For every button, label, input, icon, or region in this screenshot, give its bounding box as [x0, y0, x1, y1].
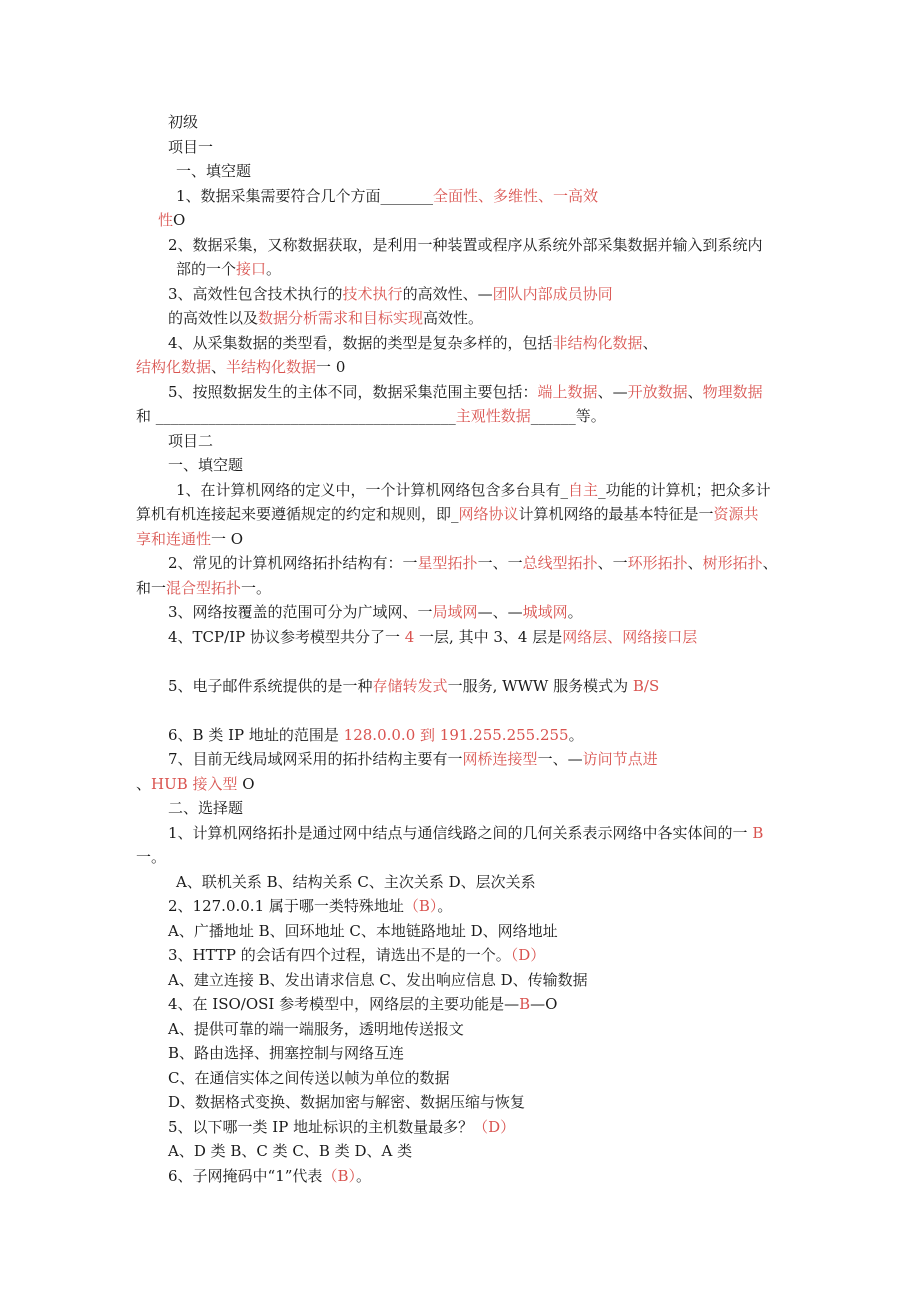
text-line [168, 1068, 449, 1088]
text-line [168, 137, 213, 157]
answer-text: 数据分析需求和目标实现 [258, 309, 424, 327]
answer-text: 结构化数据 [136, 358, 212, 376]
question-text: 。 [266, 260, 282, 278]
text-line [168, 1043, 404, 1063]
answer-text: 4 [404, 628, 415, 646]
question-text: O [173, 211, 186, 229]
question-text: 3、高效性包含技术执行的 [168, 285, 343, 303]
text-line [168, 749, 658, 769]
answer-text: 混合型拓扑 [166, 579, 242, 597]
question-text: 。 [355, 1167, 371, 1185]
question-text: 的高效性以及 [168, 309, 259, 327]
question-text: 算机有机连接起来要遵循规定的约定和规则，即_ [136, 505, 459, 523]
question-text: 2、127.0.0.1 属于哪一类特殊地址 [168, 897, 404, 915]
answer-text: 团队内部成员协同 [492, 285, 613, 303]
answer-text: 开放数据 [627, 383, 688, 401]
answer-text: 享和连通性 [136, 530, 212, 548]
question-text: 。 [568, 726, 584, 744]
question-text: —、— [477, 603, 523, 621]
question-text: A、提供可靠的端一端服务，透明地传送报文 [168, 1020, 464, 1038]
text-line [136, 578, 271, 598]
text-line [168, 1092, 525, 1112]
question-text: 2、常见的计算机网络拓扑结构有：一 [168, 554, 418, 572]
question-text: 二、选择题 [168, 799, 244, 817]
question-text: 计算机网络的最基本特征是一 [518, 505, 714, 523]
answer-text: 非结构化数据 [552, 334, 643, 352]
answer-text: 网桥连接型 [462, 750, 538, 768]
text-line [168, 798, 243, 818]
text-line [168, 284, 613, 304]
text-line [136, 774, 255, 794]
answer-text: 网络层、网络接口层 [562, 628, 698, 646]
answer-text: 网络协议 [458, 505, 519, 523]
text-line [176, 186, 598, 206]
text-line [168, 823, 763, 843]
question-text: 4、TCP/IP 协议参考模型共分了一 [168, 628, 405, 646]
text-line [136, 406, 606, 426]
answer-text: 资源共 [713, 505, 759, 523]
text-line [168, 235, 763, 255]
answer-text: 半结构化数据 [226, 358, 317, 376]
text-line [168, 627, 697, 647]
text-line [168, 1166, 371, 1186]
answer-text: 自主 [568, 481, 599, 499]
answer-text: 存储转发式 [372, 677, 448, 695]
answer-text: 局域网 [432, 603, 478, 621]
question-text: 7、目前无线局域网采用的拓扑结构主要有一 [168, 750, 463, 768]
question-text: 5、以下哪一类 IP 地址标识的主机数量最多？ [168, 1118, 474, 1136]
question-text: 一层, 其中 3、4 层是 [414, 628, 563, 646]
question-text: 和 ________________________________________ [136, 407, 456, 425]
text-line [168, 896, 452, 916]
question-text: 。 [437, 897, 453, 915]
text-line [136, 357, 345, 377]
answer-text: 树形拓扑 [702, 554, 763, 572]
answer-text: B/S [632, 677, 660, 695]
question-text: 高效性。 [423, 309, 484, 327]
text-line [176, 480, 771, 500]
question-text: 5、电子邮件系统提供的是一种 [168, 677, 373, 695]
question-text: 5、按照数据发生的主体不同，数据采集范围主要包括： [168, 383, 538, 401]
text-line [136, 504, 759, 524]
text-line [168, 945, 545, 965]
text-line [176, 259, 281, 279]
question-text: 6、B 类 IP 地址的范围是 [168, 726, 344, 744]
text-line [168, 602, 583, 622]
question-text: A、联机关系 B、结构关系 C、主次关系 D、层次关系 [176, 873, 536, 891]
question-text: 的高效性、— [402, 285, 493, 303]
question-text: ______等。 [530, 407, 606, 425]
text-line [168, 382, 763, 402]
question-text: _功能的计算机；把众多计 [598, 481, 771, 499]
answer-text: B [752, 824, 764, 842]
question-text: 、— [597, 383, 628, 401]
question-text: 项目二 [168, 432, 214, 450]
text-line [168, 970, 588, 990]
question-text: 初级 [168, 113, 199, 131]
question-text: 一、填空题 [168, 456, 244, 474]
question-text: —O [530, 995, 558, 1013]
text-line [136, 529, 243, 549]
text-line [168, 1141, 412, 1161]
question-text: 一、— [537, 750, 583, 768]
text-line [168, 921, 558, 941]
text-line [168, 333, 658, 353]
answer-text: 访问节点进 [582, 750, 658, 768]
answer-text: （D） [510, 946, 546, 964]
answer-text: 物理数据 [702, 383, 763, 401]
question-text: 1、在计算机网络的定义中，一个计算机网络包含多台具有_ [176, 481, 569, 499]
question-text: 一、填空题 [176, 162, 252, 180]
question-text: 部的一个 [176, 260, 237, 278]
question-text: 、 [136, 775, 152, 793]
answer-text: 城域网 [522, 603, 568, 621]
question-text: 4、从采集数据的类型看，数据的类型是复杂多样的，包括 [168, 334, 553, 352]
text-line [168, 112, 198, 132]
question-text: 一。 [241, 579, 272, 597]
text-line [168, 676, 659, 696]
question-text: 、 [687, 554, 703, 572]
text-line [176, 872, 536, 892]
question-text: A、广播地址 B、回环地址 C、本地链路地址 D、网络地址 [168, 922, 558, 940]
question-text: 一、一 [477, 554, 523, 572]
question-text: 。 [567, 603, 583, 621]
answer-text: 全面性、多维性、一高效 [433, 187, 599, 205]
text-line [176, 161, 251, 181]
answer-text: 技术执行 [342, 285, 403, 303]
text-line [168, 994, 557, 1014]
question-text: 、 [642, 334, 658, 352]
question-text: 一。 [136, 848, 167, 866]
question-text: 、 [211, 358, 227, 376]
text-line [168, 1019, 464, 1039]
question-text: 一 O [211, 530, 244, 548]
text-line [168, 1117, 515, 1137]
answer-text: 接口 [236, 260, 267, 278]
text-line [168, 455, 243, 475]
question-text: B、路由选择、拥塞控制与网络互连 [168, 1044, 405, 1062]
question-text: 和一 [136, 579, 167, 597]
text-line [158, 210, 185, 230]
text-line [136, 847, 166, 867]
question-text: A、建立连接 B、发出请求信息 C、发出响应信息 D、传输数据 [168, 971, 588, 989]
answer-text: 总线型拓扑 [522, 554, 598, 572]
question-text: O [237, 775, 255, 793]
question-text: D、数据格式变换、数据加密与解密、数据压缩与恢复 [168, 1093, 526, 1111]
answer-text: B [519, 995, 531, 1013]
question-text: 3、网络按覆盖的范围可分为广域网、一 [168, 603, 433, 621]
answer-text: 端上数据 [537, 383, 598, 401]
question-text: 一服务, WWW 服务模式为 [447, 677, 633, 695]
question-text: 一 0 [316, 358, 346, 376]
answer-text: 环形拓扑 [627, 554, 688, 572]
question-text: 1、数据采集需要符合几个方面_______ [176, 187, 434, 205]
question-text: 、 [762, 554, 778, 572]
question-text: 、 [687, 383, 703, 401]
question-text: 、一 [597, 554, 628, 572]
answer-text: 星型拓扑 [417, 554, 478, 572]
text-line [168, 431, 213, 451]
answer-text: 主观性数据 [455, 407, 531, 425]
text-line [168, 308, 483, 328]
question-text: 2、数据采集，又称数据获取，是利用一种装置或程序从系统外部采集数据并输入到系统内 [168, 236, 763, 254]
question-text: 4、在 ISO/OSI 参考模型中，网络层的主要功能是— [168, 995, 520, 1013]
question-text: A、D 类 B、C 类 C、B 类 D、A 类 [168, 1142, 413, 1160]
answer-text: HUB 接入型 [151, 775, 238, 793]
question-text: 1、计算机网络拓扑是通过网中结点与通信线路之间的几何关系表示网络中各实体间的一 [168, 824, 753, 842]
text-line [168, 553, 778, 573]
question-text: 3、HTTP 的会话有四个过程，请选出不是的一个。 [168, 946, 511, 964]
question-text: C、在通信实体之间传送以帧为单位的数据 [168, 1069, 450, 1087]
question-text: 项目一 [168, 138, 214, 156]
answer-text: 128.0.0.0 到 191.255.255.255 [343, 726, 569, 744]
question-text: 6、子网掩码中“1”代表 [168, 1167, 323, 1185]
answer-text: （B） [403, 897, 438, 915]
answer-text: （B） [322, 1167, 356, 1185]
answer-text: （D） [473, 1118, 516, 1136]
text-line [168, 725, 584, 745]
answer-text: 性 [158, 211, 174, 229]
